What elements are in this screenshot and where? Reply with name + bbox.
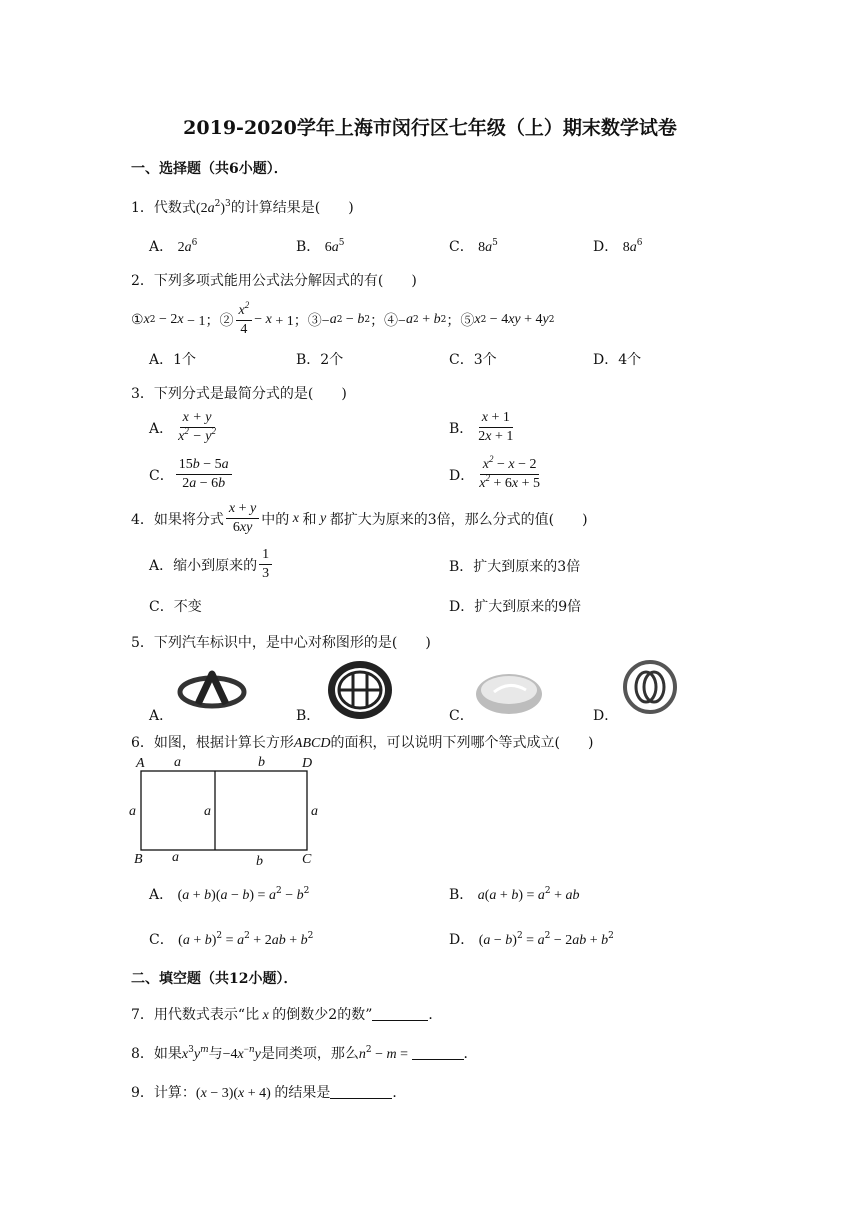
q6-option-d[interactable]: D． $(a - b)^2 = a^2 - 2ab + b^2$ [449,931,614,948]
q2-option-b[interactable]: B．2个 [296,352,344,368]
q1-stem-pre: 1．代数式 [131,200,196,216]
q4-option-c[interactable]: C．不变 [149,599,202,615]
question-7: 7．用代数式表示“比 x 的倒数少2的数” ． [131,1007,443,1023]
q4-option-d[interactable]: D．扩大到原来的9倍 [449,599,582,615]
q6-option-b[interactable]: B． $a(a + b) = a^2$ + ab [449,886,580,903]
q1-stem-post: 的计算结果是( ) [230,200,354,216]
q6-option-a[interactable]: A． $(a + b)(a - b) = a^2 - b^2$ [149,886,310,903]
q6-option-c[interactable]: C． $(a + b)^2 = a^2 + 2ab + b^2$ [149,931,314,948]
q3-option-b[interactable]: B． $\frac{x + 1}{2x + 1}$ [449,410,514,444]
q1-option-b[interactable]: B． $6a^5$ [296,238,345,255]
question-9: 9．计算：(x − 3)(x + 4) 的结果是 ． [131,1085,407,1101]
q5-option-b-label[interactable]: B． [296,708,321,724]
q7-answer-blank[interactable] [372,1006,428,1021]
car-logo-d-icon [622,659,678,715]
q1-option-d[interactable]: D． $8a^6$ [593,238,643,255]
q2-polynomial-list: ① x 2 − 2 x − 1；② $\frac{x^2}{4}$ − x + 1；③− a 2 − b 2 ；④− a 2 + b 2 ；⑤ x 2 − 4 xy + 4 y 2 [131,299,555,337]
side-label-top-a: a [174,755,181,770]
q2-option-a[interactable]: A．1个 [149,352,197,368]
q4-option-a[interactable]: A．缩小到原来的 $\frac{1}{3}$ [149,546,274,583]
side-label-bottom-b: b [256,854,263,867]
question-1: 1．代数式$(2a^2)^3$的计算结果是( ) [131,199,354,216]
question-5: 5．下列汽车标识中，是中心对称图形的是( ) [131,635,431,651]
side-label-mid-a: a [204,804,211,819]
side-label-top-b: b [258,755,265,770]
q3-option-a[interactable]: A． $\frac{x + y}{x^2 - y^2}$ [149,410,217,444]
q2-option-c[interactable]: C．3个 [449,352,497,368]
car-logo-a-icon [176,664,248,716]
vertex-a-label: A [136,756,145,771]
q5-option-d-label[interactable]: D． [593,708,619,724]
q5-option-c-label[interactable]: C． [449,708,474,724]
vertex-b-label: B [134,852,143,867]
q1-option-c[interactable]: C． $8a^5$ [449,238,498,255]
rectangle-abcd-figure [126,753,332,867]
car-logo-b-icon [325,658,395,722]
side-label-left-a: a [129,804,136,819]
q9-answer-blank[interactable] [330,1084,392,1099]
q5-option-a-label[interactable]: A． [149,708,174,724]
q1-option-a[interactable]: A． $2a^6$ [149,238,198,255]
q3-option-d[interactable]: D． $\frac{x^2 - x - 2}{x^2 + 6x + 5}$ [449,454,540,491]
q2-option-d[interactable]: D．4个 [593,352,642,368]
question-8: 8．如果$x^3y^m$与$-4x^{-n}y$是同类项，那么$n^2 - m$ = ． [131,1044,478,1062]
car-logo-c-icon [474,672,544,716]
vertex-d-label: D [302,756,313,771]
q3-option-c[interactable]: C． $\frac{15b - 5a}{2a - 6b}$ [149,456,234,493]
q4-option-b[interactable]: B．扩大到原来的3倍 [449,559,581,575]
question-3: 3．下列分式是最简分式的是( ) [131,386,347,402]
vertex-c-label: C [302,852,312,867]
question-4: 4．如果将分式 $\frac{x + y}{6xy}$ 中的 x 和 y 都扩大为原来的3倍，那么分式的值( ) [131,501,588,535]
section-1-heading: 一、选择题（共6小题）． [131,161,288,177]
q8-answer-blank[interactable] [412,1045,464,1060]
section-2-heading: 二、填空题（共12小题）． [131,971,298,987]
question-6: 6．如图，根据计算长方形ABCD的面积，可以说明下列哪个等式成立( ) [131,735,594,751]
question-2: 2．下列多项式能用公式法分解因式的有( ) [131,273,417,289]
page-title: 2019-2020学年上海市闵行区七年级（上）期末数学试卷 [183,117,677,139]
side-label-right-a: a [311,804,318,819]
side-label-bottom-a: a [172,850,179,865]
